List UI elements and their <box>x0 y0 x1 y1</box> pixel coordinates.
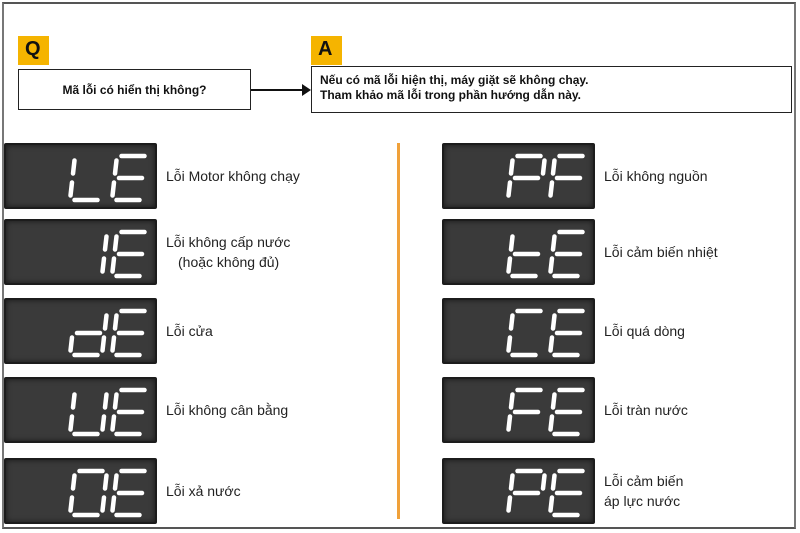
segment-e <box>551 183 552 196</box>
error-code-display <box>442 219 595 285</box>
seven-segment-display <box>444 379 597 445</box>
error-code-display <box>442 377 595 443</box>
answer-line-2: Tham khảo mã lỗi trong phần hướng dẫn này. <box>320 88 582 102</box>
segment-e <box>71 338 72 351</box>
error-code-display <box>4 298 157 364</box>
error-code-display <box>4 458 157 524</box>
segment-f <box>553 237 554 250</box>
segment-e <box>509 338 510 351</box>
segment-b <box>543 161 544 174</box>
error-code-display <box>4 143 157 209</box>
description-line: Lỗi quá dòng <box>604 323 685 339</box>
segment-f <box>115 316 116 329</box>
description-line: Lỗi cảm biến nhiệt <box>604 244 718 260</box>
segment-e <box>551 417 552 430</box>
error-code-display <box>442 298 595 364</box>
seven-segment-display <box>6 145 159 211</box>
segment-c <box>103 498 104 511</box>
segment-f <box>511 476 512 489</box>
error-code-description <box>166 400 288 420</box>
segment-b <box>105 395 106 408</box>
segment-f <box>511 395 512 408</box>
seven-segment-display <box>444 221 597 287</box>
error-code-description <box>166 166 300 186</box>
description-line: Lỗi cảm biến <box>604 473 684 489</box>
answer-tag: A <box>311 36 342 65</box>
arrow-right-icon <box>302 84 311 96</box>
segment-f <box>553 476 554 489</box>
segment-e <box>71 498 72 511</box>
segment-e <box>509 498 510 511</box>
error-code-description <box>166 481 241 501</box>
segment-f <box>511 316 512 329</box>
segment-e <box>113 259 114 272</box>
segment-e <box>551 498 552 511</box>
error-code-description <box>166 232 290 272</box>
error-code-display <box>4 219 157 285</box>
seven-segment-display <box>6 379 159 445</box>
segment-b <box>105 476 106 489</box>
segment-b <box>105 237 106 250</box>
column-divider <box>397 143 400 519</box>
answer-box <box>311 66 792 113</box>
error-code-display <box>4 377 157 443</box>
segment-c <box>103 338 104 351</box>
segment-e <box>113 338 114 351</box>
segment-e <box>71 183 72 196</box>
error-code-description <box>604 166 708 186</box>
segment-e <box>509 417 510 430</box>
error-code-description <box>604 321 685 341</box>
segment-f <box>553 316 554 329</box>
segment-f <box>511 237 512 250</box>
segment-e <box>113 498 114 511</box>
question-tag: Q <box>18 36 49 65</box>
error-code-display <box>442 143 595 209</box>
arrow-line <box>251 89 303 91</box>
segment-f <box>73 395 74 408</box>
segment-f <box>553 161 554 174</box>
segment-f <box>115 395 116 408</box>
error-code-description <box>166 321 213 341</box>
seven-segment-display <box>6 221 159 287</box>
seven-segment-display <box>6 460 159 526</box>
segment-e <box>551 338 552 351</box>
description-line: áp lực nước <box>604 493 681 509</box>
description-line: Lỗi không cấp nước <box>166 234 291 250</box>
error-code-description <box>604 400 688 420</box>
segment-f <box>511 161 512 174</box>
seven-segment-display <box>444 460 597 526</box>
question-box <box>18 69 251 110</box>
description-line: Lỗi Motor không chạy <box>166 168 300 184</box>
seven-segment-display <box>444 145 597 211</box>
description-line: Lỗi không cân bằng <box>166 402 289 418</box>
segment-f <box>73 161 74 174</box>
segment-f <box>115 476 116 489</box>
question-text: Mã lỗi có hiển thị không? <box>62 82 207 97</box>
error-code-display <box>442 458 595 524</box>
segment-c <box>103 417 104 430</box>
seven-segment-display <box>6 300 159 366</box>
segment-f <box>115 161 116 174</box>
description-line: Lỗi xả nước <box>166 483 241 499</box>
description-line: (hoặc không đủ) <box>178 254 280 270</box>
segment-e <box>509 183 510 196</box>
segment-f <box>553 395 554 408</box>
segment-e <box>71 417 72 430</box>
seven-segment-display <box>444 300 597 366</box>
segment-e <box>113 183 114 196</box>
segment-e <box>509 259 510 272</box>
segment-f <box>73 476 74 489</box>
segment-c <box>103 259 104 272</box>
error-code-description <box>604 242 718 262</box>
segment-e <box>113 417 114 430</box>
segment-b <box>543 476 544 489</box>
answer-line-1: Nếu có mã lỗi hiện thị, máy giặt sẽ không chạy. <box>320 73 589 87</box>
segment-b <box>105 316 106 329</box>
error-code-description <box>604 471 683 511</box>
description-line: Lỗi tràn nước <box>604 402 688 418</box>
segment-f <box>115 237 116 250</box>
description-line: Lỗi không nguồn <box>604 168 708 184</box>
segment-e <box>551 259 552 272</box>
description-line: Lỗi cửa <box>166 323 213 339</box>
